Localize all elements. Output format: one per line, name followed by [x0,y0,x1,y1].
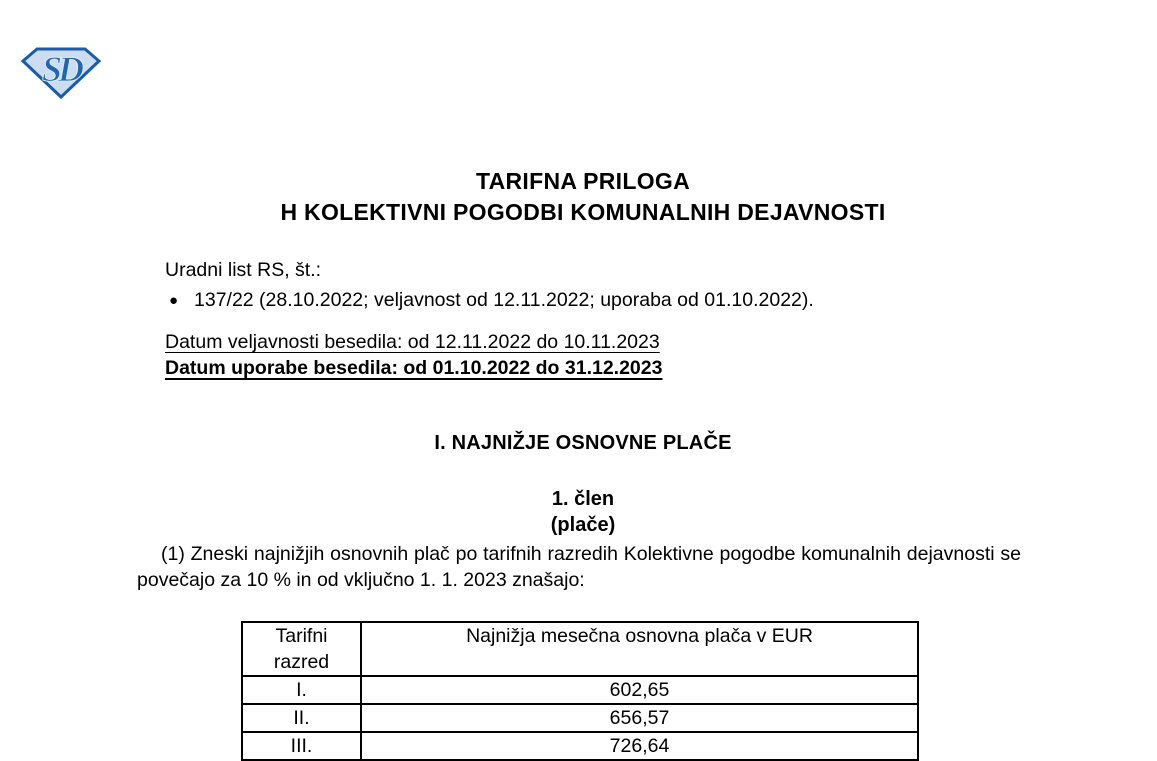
article-number: 1. člen [551,488,615,510]
table-header-tariff-class [242,622,361,676]
bullet-icon: ● [169,292,179,309]
gazette-reference-item-text: 137/22 (28.10.2022; veljavnost od 12.11.2022; uporaba od 01.10.2022). [194,289,814,311]
sd-shield-icon [22,47,100,99]
salary-table-container [241,621,919,761]
table-row [242,732,918,760]
table-header-tariff-class-text: Tarifni razred [273,625,330,673]
table-cell-value: 602,65 [361,676,918,704]
table-cell-value: 656,57 [361,704,918,732]
table-cell-class: I. [242,676,361,704]
table-header-row [242,622,918,676]
section-heading: I. NAJNIŽJE OSNOVNE PLAČE [434,432,732,454]
validity-date-line: Datum veljavnosti besedila: od 12.11.2022 do 10.11.2023 [165,331,660,353]
page-title-line-2: H KOLEKTIVNI POGODBI KOMUNALNIH DEJAVNOSTI [280,199,886,225]
table-row [242,676,918,704]
table-cell-class: II. [242,704,361,732]
article-paragraph-1: (1) Zneski najnižjih osnovnih plač po tarifnih razredih Kolektivne pogodbe komunalnih dejavnosti se povečajo za 10 % in od vključno 1. 1. 2023 znašajo: [137,543,1021,591]
table-row [242,704,918,732]
page-title-line-1: TARIFNA PRILOGA [475,168,691,194]
gazette-reference-item [169,288,814,313]
table-cell-class: III. [242,732,361,760]
page-title [137,166,1029,228]
application-date-line: Datum uporabe besedila: od 01.10.2022 do 31.12.2023 [165,357,663,379]
table-cell-value: 726,64 [361,732,918,760]
article-subtitle: (plače) [550,514,616,536]
gazette-reference-label: Uradni list RS, št.: [165,259,322,281]
table-header-base-salary: Najnižja mesečna osnovna plača v EUR [361,622,918,676]
salary-table [241,621,919,761]
sd-logo [22,47,100,99]
sd-logo-letters: SD [41,49,81,89]
